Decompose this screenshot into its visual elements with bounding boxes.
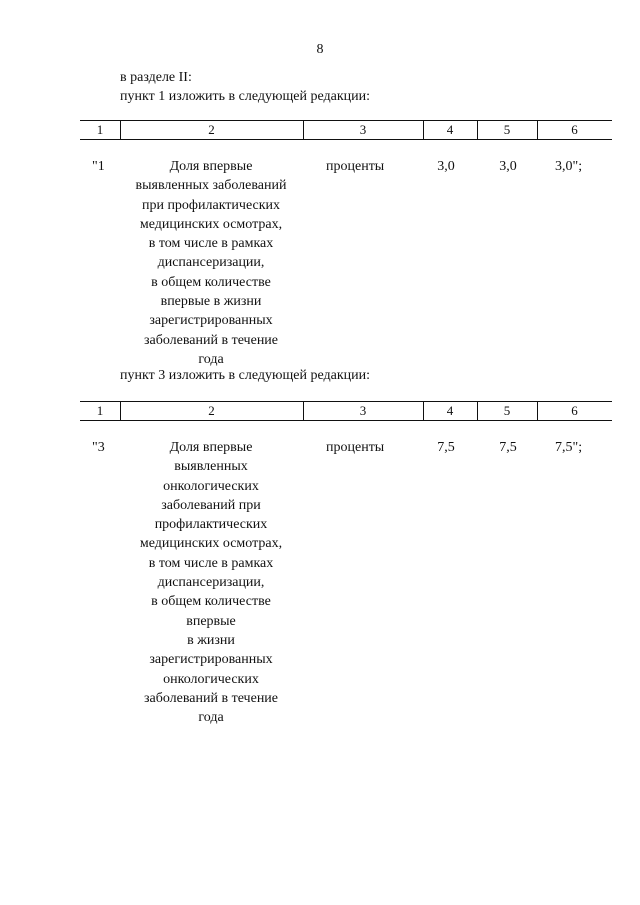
indicator-line: профилактических: [154, 517, 268, 533]
column-header-6: 6: [571, 403, 578, 418]
indicator-line: онкологических: [163, 671, 259, 687]
table1-header-row: [80, 120, 612, 140]
column-header-2: 2: [208, 122, 215, 137]
indicator-line: при профилактических: [141, 197, 281, 213]
value-col-5: 7,5: [499, 440, 517, 455]
indicator-line: Доля впервые: [169, 440, 253, 455]
column-header-5: 5: [503, 403, 511, 418]
item1-instruction: пункт 1 изложить в следующей редакции:: [120, 89, 370, 104]
column-header-4: 4: [446, 122, 454, 137]
indicator-line: выявленных заболеваний: [135, 178, 287, 194]
value-col-4: 3,0: [437, 159, 455, 174]
indicator-line: диспансеризации,: [157, 575, 265, 591]
indicator-line: Доля впервые: [169, 159, 253, 174]
indicator-line: в общем количестве: [151, 274, 271, 290]
item3-instruction: пункт 3 изложить в следующей редакции:: [120, 368, 370, 383]
unit-of-measure: проценты: [326, 440, 385, 455]
table3-header-row: [80, 401, 612, 421]
column-header-4: 4: [446, 403, 454, 418]
indicator-line: диспансеризации,: [157, 255, 265, 271]
value-col-5: 3,0: [499, 159, 517, 174]
column-header-2: 2: [208, 403, 215, 418]
indicator-line: заболеваний в течение: [143, 690, 279, 706]
indicator-line: года: [198, 710, 224, 726]
indicator-line: заболеваний в течение: [143, 332, 279, 348]
indicator-line: заболеваний при: [161, 497, 261, 513]
row-number: "1: [92, 159, 105, 174]
page-number: 8: [316, 42, 324, 57]
row-number: "3: [92, 440, 105, 455]
indicator-line: впервые в жизни: [160, 294, 262, 310]
indicator-line: зарегистрированных: [149, 652, 273, 668]
indicator-line: в жизни: [187, 632, 235, 648]
column-header-6: 6: [571, 122, 578, 137]
column-header-5: 5: [503, 122, 511, 137]
unit-of-measure: проценты: [326, 159, 385, 174]
indicator-line: медицинских осмотрах,: [139, 216, 283, 232]
indicator-line: в том числе в рамках: [148, 236, 274, 252]
indicator-line: онкологических: [163, 478, 259, 494]
value-col-6: 7,5";: [555, 440, 583, 455]
column-header-1: 1: [96, 403, 104, 418]
indicator-line: в том числе в рамках: [148, 555, 274, 571]
value-col-4: 7,5: [437, 440, 455, 455]
indicator-line: в общем количестве: [151, 594, 271, 610]
column-header-3: 3: [359, 403, 367, 418]
indicator-text: [128, 438, 294, 727]
indicator-line: медицинских осмотрах,: [139, 536, 283, 552]
indicator-line: зарегистрированных: [149, 313, 273, 329]
indicator-text: [128, 157, 294, 369]
indicator-line: года: [198, 351, 224, 367]
column-header-1: 1: [96, 122, 104, 137]
column-header-3: 3: [359, 122, 367, 137]
value-col-6: 3,0";: [555, 159, 583, 174]
indicator-line: выявленных: [174, 459, 248, 475]
section-heading: в разделе II:: [120, 70, 192, 85]
indicator-line: впервые: [186, 613, 236, 629]
